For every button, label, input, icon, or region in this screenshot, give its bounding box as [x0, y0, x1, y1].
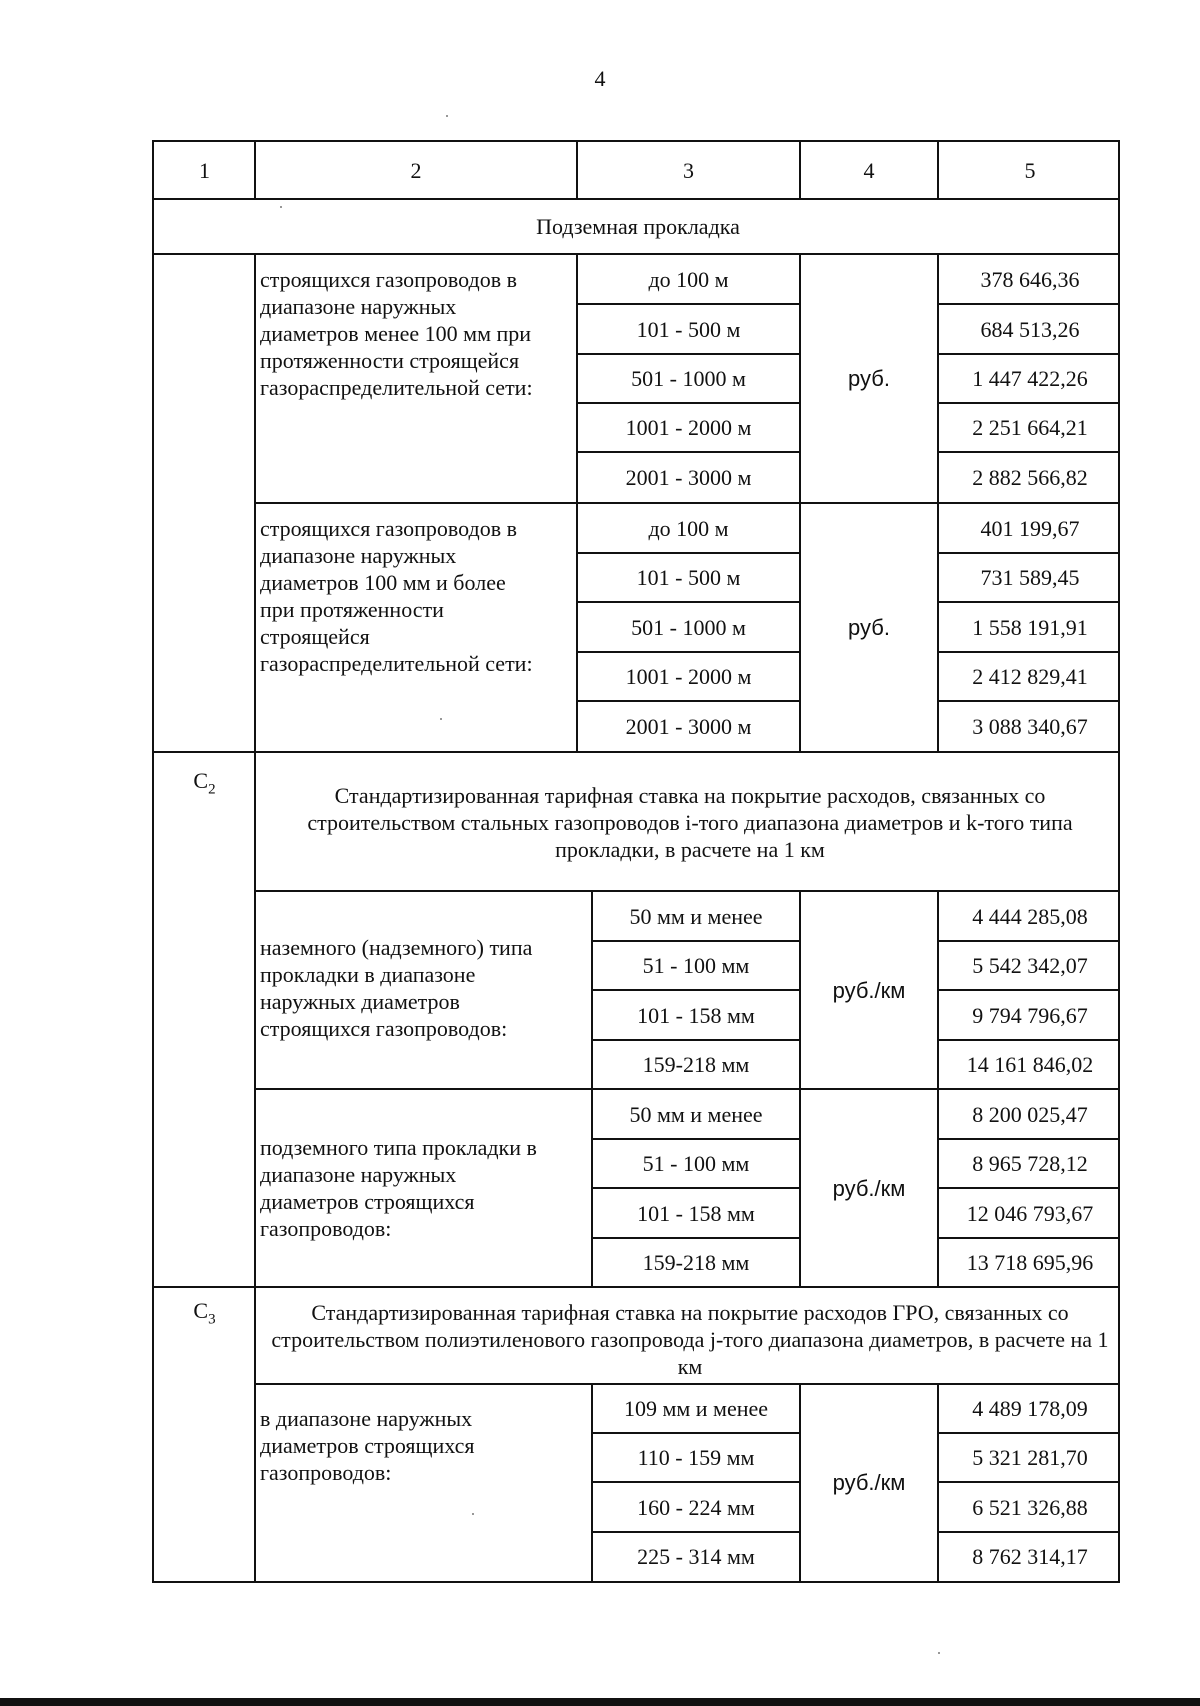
group2-value: 1 558 191,91	[972, 614, 1088, 640]
grid-line	[592, 1531, 800, 1533]
header-cell-1: 1	[199, 157, 210, 183]
grid-line	[938, 402, 1120, 404]
grid-line	[577, 552, 800, 554]
group5-range: 110 - 159 мм	[637, 1445, 755, 1470]
grid-line	[592, 1039, 800, 1041]
group2-range: до 100 м	[648, 515, 729, 541]
group4-range: 51 - 100 мм	[642, 1151, 750, 1176]
grid-line	[154, 751, 1120, 753]
grid-line	[799, 1383, 801, 1581]
grid-line	[576, 253, 578, 751]
c2-code: $C_2$	[193, 768, 216, 798]
grid-line	[938, 1481, 1120, 1483]
scan-speck	[280, 206, 282, 208]
group5-range: 225 - 314 мм	[637, 1544, 755, 1569]
group1-value: 684 513,26	[980, 316, 1080, 342]
grid-line	[799, 142, 801, 198]
c2-title: Стандартизированная тарифная ставка на покрытие расходов, связанных со строительством стальных газопроводов i-того диапазона диаметров и k-того типа прокладки, в расчете на 1 км	[307, 783, 1073, 862]
group3-range: 51 - 100 мм	[642, 953, 750, 978]
grid-line	[577, 601, 800, 603]
header-cell-2: 2	[410, 157, 422, 183]
group3-value: 4 444 285,08	[972, 903, 1088, 929]
scan-speck	[472, 1513, 474, 1515]
group1-value: 2 882 566,82	[972, 464, 1088, 490]
group4-range: 101 - 158 мм	[637, 1200, 755, 1226]
group5-description: в диапазоне наружных диаметров строящихся газопроводов:	[260, 1406, 475, 1485]
group5-unit: руб./км	[832, 1470, 906, 1495]
grid-line	[591, 1383, 593, 1581]
tariff-table	[152, 140, 1120, 1583]
grid-line	[799, 253, 801, 751]
grid-line	[592, 1187, 800, 1189]
group3-range: 159-218 мм	[642, 1052, 750, 1077]
grid-line	[591, 890, 593, 1286]
grid-line	[576, 142, 578, 198]
group3-value: 14 161 846,02	[966, 1052, 1094, 1077]
group3-range: 50 мм и менее	[629, 903, 763, 929]
section-title-underground: Подземная прокладка	[536, 213, 740, 239]
grid-line	[937, 890, 939, 1286]
grid-line	[577, 700, 800, 702]
grid-line	[255, 890, 1120, 892]
scan-speck	[440, 718, 442, 720]
group3-description: наземного (надземного) типа прокладки в диапазоне наружных диаметров строящихся газопроводов:	[260, 935, 533, 1041]
grid-line	[938, 353, 1120, 355]
group4-description: подземного типа прокладки в диапазоне наружных диаметров строящихся газопроводов:	[260, 1135, 537, 1241]
grid-line	[255, 1383, 1120, 1385]
group3-range: 101 - 158 мм	[637, 1002, 755, 1028]
group2-value: 401 199,67	[980, 515, 1080, 541]
header-cell-5: 5	[1024, 157, 1036, 183]
group4-range: 159-218 мм	[642, 1250, 750, 1275]
grid-line	[577, 303, 800, 305]
group1-value: 378 646,36	[980, 266, 1080, 292]
group2-range: 101 - 500 м	[636, 565, 741, 590]
c3-title: Стандартизированная тарифная ставка на покрытие расходов ГРО, связанных со строительством полиэтиленового газопровода j-того диапазона диаметров, в расчете на 1 км	[271, 1300, 1109, 1379]
group5-value: 4 489 178,09	[972, 1396, 1088, 1421]
grid-line	[592, 989, 800, 991]
grid-line	[577, 651, 800, 653]
group4-value: 8 200 025,47	[972, 1101, 1088, 1127]
grid-line	[937, 1383, 939, 1581]
grid-line	[938, 1531, 1120, 1533]
group2-range: 1001 - 2000 м	[625, 664, 752, 689]
group4-value: 12 046 793,67	[966, 1200, 1094, 1226]
grid-line	[592, 1237, 800, 1239]
group3-value: 5 542 342,07	[972, 953, 1088, 978]
group5-value: 6 521 326,88	[972, 1494, 1088, 1520]
group5-range: 160 - 224 мм	[637, 1494, 755, 1520]
grid-line	[254, 142, 256, 198]
grid-line	[255, 502, 1120, 504]
scan-bottom-edge	[0, 1698, 1200, 1706]
c3-code: $C_3$	[193, 1298, 216, 1328]
group1-description: строящихся газопроводов в диапазоне наружных диаметров менее 100 мм при протяженности строящейся газораспределительной сети:	[260, 267, 533, 400]
grid-line	[938, 1237, 1120, 1239]
group4-unit: руб./км	[832, 1175, 906, 1201]
group3-value: 9 794 796,67	[972, 1002, 1088, 1028]
group1-range: 2001 - 3000 м	[625, 464, 752, 490]
header-cell-4: 4	[863, 157, 875, 183]
group2-description: строящихся газопроводов в диапазоне наружных диаметров 100 мм и более при протяженности строящейся газораспределительной сети:	[260, 516, 533, 676]
group4-value: 8 965 728,12	[972, 1151, 1088, 1176]
scan-speck	[446, 115, 448, 117]
grid-line	[154, 253, 1120, 255]
grid-line	[255, 1088, 1120, 1090]
grid-line	[938, 1039, 1120, 1041]
group2-value: 731 589,45	[980, 565, 1080, 590]
grid-line	[938, 1138, 1120, 1140]
grid-line	[938, 940, 1120, 942]
grid-line	[938, 700, 1120, 702]
grid-line	[592, 940, 800, 942]
group1-value: 1 447 422,26	[972, 366, 1088, 391]
group2-unit: руб.	[848, 614, 890, 640]
grid-line	[937, 142, 939, 198]
grid-line	[799, 890, 801, 1286]
grid-line	[254, 253, 256, 1581]
group1-range: до 100 м	[648, 266, 729, 292]
grid-line	[938, 451, 1120, 453]
group4-range: 50 мм и менее	[629, 1101, 763, 1127]
group2-value: 3 088 340,67	[972, 713, 1088, 739]
group2-range: 2001 - 3000 м	[625, 713, 752, 739]
scan-speck	[938, 1652, 940, 1654]
grid-line	[592, 1138, 800, 1140]
group5-range: 109 мм и менее	[623, 1396, 769, 1421]
header-cell-3: 3	[683, 157, 694, 183]
group1-unit: руб.	[848, 365, 890, 391]
grid-line	[938, 303, 1120, 305]
group3-unit: руб./км	[832, 977, 906, 1003]
grid-line	[592, 1432, 800, 1434]
group4-value: 13 718 695,96	[966, 1250, 1094, 1275]
group2-range: 501 - 1000 м	[631, 614, 746, 640]
grid-line	[938, 552, 1120, 554]
grid-line	[938, 1187, 1120, 1189]
group1-range: 1001 - 2000 м	[625, 415, 752, 440]
grid-line	[154, 198, 1120, 200]
grid-line	[938, 1432, 1120, 1434]
group5-value: 8 762 314,17	[972, 1544, 1088, 1569]
page-number: 4	[594, 66, 606, 91]
grid-line	[592, 1481, 800, 1483]
group2-value: 2 412 829,41	[972, 664, 1088, 689]
grid-line	[938, 601, 1120, 603]
grid-line	[577, 402, 800, 404]
group1-range: 101 - 500 м	[636, 316, 741, 342]
grid-line	[937, 253, 939, 751]
group5-value: 5 321 281,70	[972, 1445, 1088, 1470]
grid-line	[577, 451, 800, 453]
group1-range: 501 - 1000 м	[631, 366, 746, 391]
grid-line	[938, 651, 1120, 653]
grid-line	[938, 989, 1120, 991]
grid-line	[577, 353, 800, 355]
group1-value: 2 251 664,21	[972, 415, 1088, 440]
grid-line	[154, 1286, 1120, 1288]
